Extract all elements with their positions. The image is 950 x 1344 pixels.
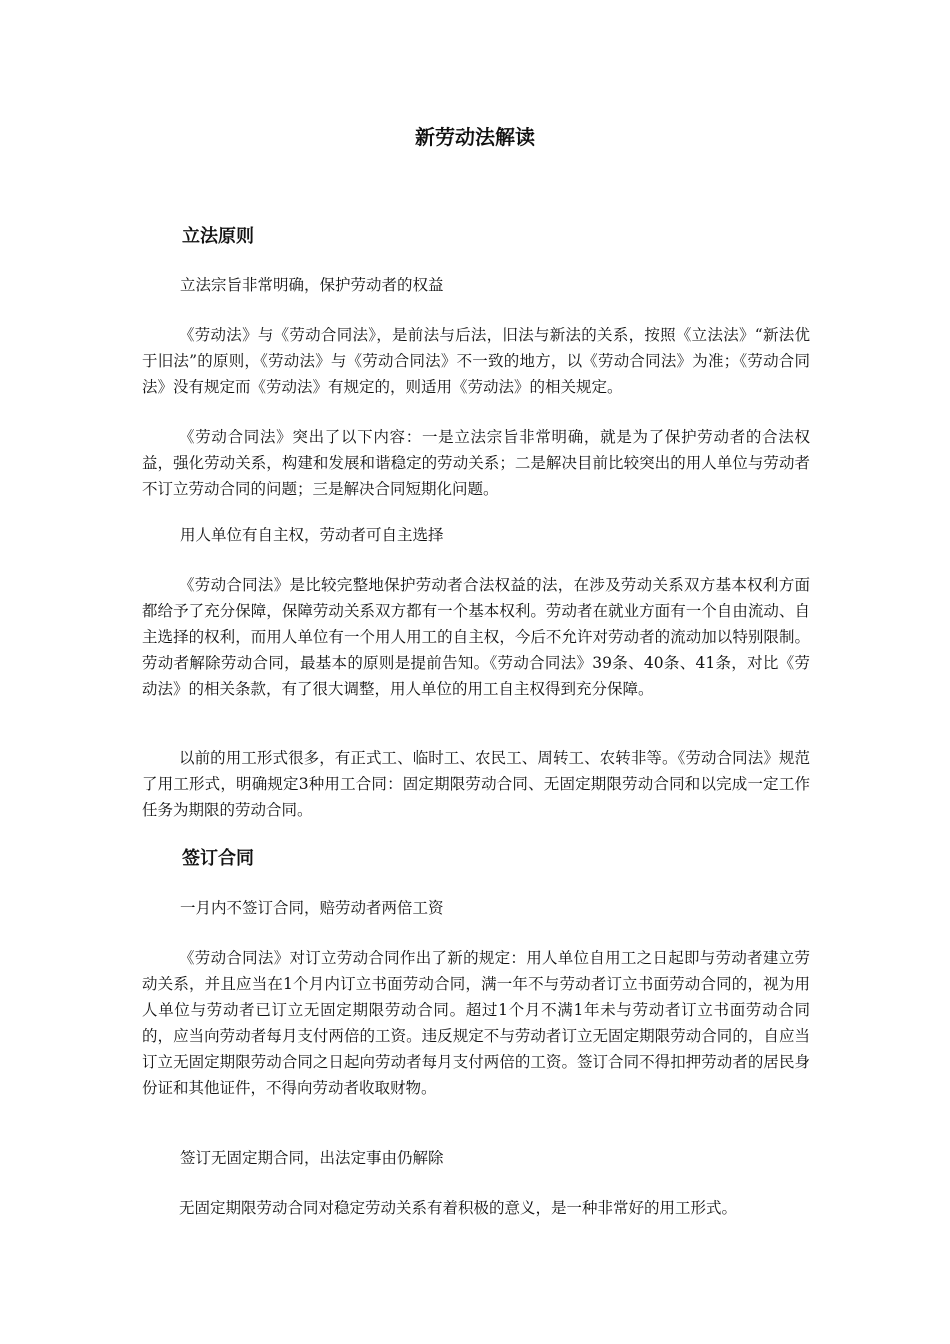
subheading-legislative-purpose: 立法宗旨非常明确，保护劳动者的权益 (180, 276, 444, 294)
section-heading-legislative-principles: 立法原则 (182, 226, 254, 247)
subheading-double-wages: 一月内不签订合同，赔劳动者两倍工资 (180, 899, 444, 917)
section-heading-signing-contracts: 签订合同 (182, 848, 254, 869)
page-title: 新劳动法解读 (415, 125, 535, 149)
paragraph-highlights: 《劳动合同法》突出了以下内容：一是立法宗旨非常明确，就是为了保护劳动者的合法权益，强化劳动关系，构建和发展和谐稳定的劳动关系；二是解决目前比较突出的用人单位与劳动者不订立劳动合同的问题；三是解决合同短期化问题。 (142, 428, 810, 498)
paragraph-open-ended-contract: 无固定期限劳动合同对稳定劳动关系有着积极的意义，是一种非常好的用工形式。 (179, 1199, 738, 1217)
paragraph-rights-protection: 《劳动合同法》是比较完整地保护劳动者合法权益的法，在涉及劳动关系双方基本权利方面都给予了充分保障，保障劳动关系双方都有一个基本权利。劳动者在就业方面有一个自由流动、自主选择的权利，而用人单位有一个用人用工的自主权，今后不允许对劳动者的流动加以特别限制。劳动者解除劳动合同，最基本的原则是提前告知。《劳动合同法》39条、40条、41条，对比《劳动法》的相关条款，有了很大调整，用人单位的用工自主权得到充分保障。 (142, 576, 810, 698)
paragraph-employment-forms: 以前的用工形式很多，有正式工、临时工、农民工、周转工、农转非等。《劳动合同法》规范了用工形式，明确规定3种用工合同：固定期限劳动合同、无固定期限劳动合同和以完成一定工作任务为期限的劳动合同。 (142, 749, 810, 819)
paragraph-old-new-law: 《劳动法》与《劳动合同法》，是前法与后法，旧法与新法的关系，按照《立法法》“新法优于旧法”的原则，《劳动法》与《劳动合同法》不一致的地方，以《劳动合同法》为准；《劳动合同法》没有规定而《劳动法》有规定的，则适用《劳动法》的相关规定。 (142, 326, 810, 396)
paragraph-contract-rules: 《劳动合同法》对订立劳动合同作出了新的规定：用人单位自用工之日起即与劳动者建立劳动关系，并且应当在1个月内订立书面劳动合同，满一年不与劳动者订立书面劳动合同的，视为用人单位与劳动者已订立无固定期限劳动合同。超过1个月不满1年未与劳动者订立书面劳动合同的，应当向劳动者每月支付两倍的工资。违反规定不与劳动者订立无固定期限劳动合同的，自应当订立无固定期限劳动合同之日起向劳动者每月支付两倍的工资。签订合同不得扣押劳动者的居民身份证和其他证件，不得向劳动者收取财物。 (142, 949, 810, 1097)
subheading-employer-autonomy: 用人单位有自主权，劳动者可自主选择 (180, 526, 444, 544)
subheading-open-ended-contract: 签订无固定期合同，出法定事由仍解除 (180, 1149, 444, 1167)
